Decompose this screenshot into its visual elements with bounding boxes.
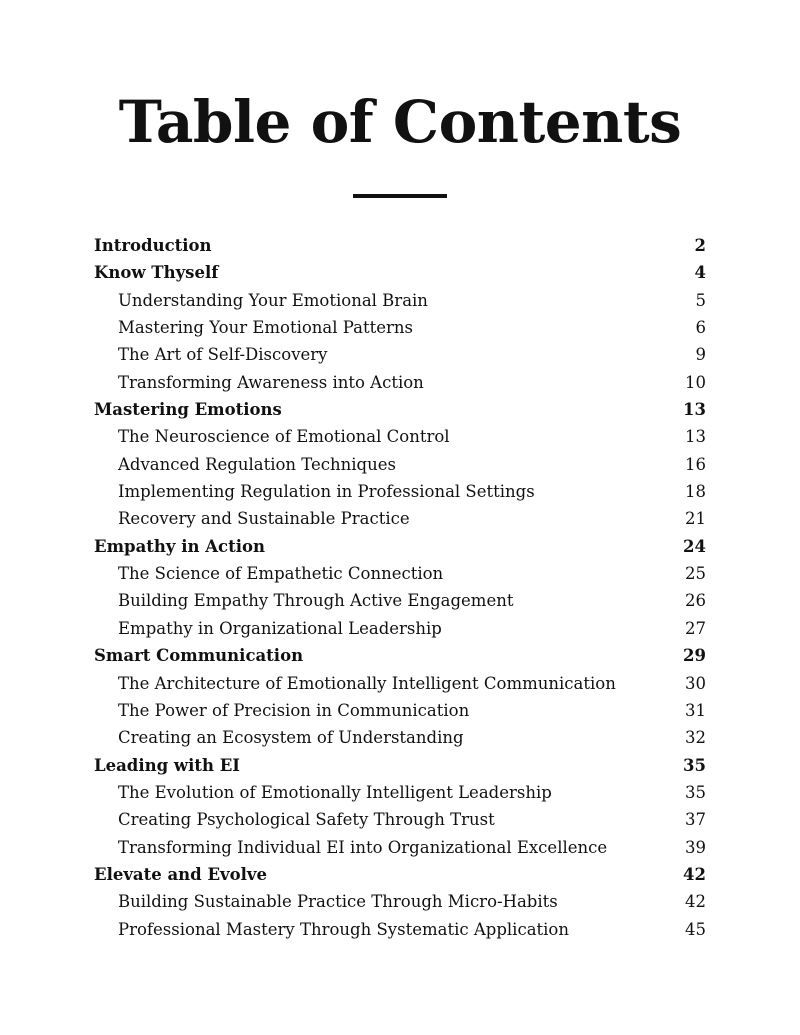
toc-section-entry[interactable] xyxy=(94,724,706,751)
toc-section-entry[interactable] xyxy=(94,369,706,396)
toc-section-entry[interactable] xyxy=(94,806,706,833)
toc-section-entry[interactable] xyxy=(94,587,706,614)
toc-entry-label: Creating Psychological Safety Through Trust xyxy=(118,810,495,830)
toc-chapter-entry[interactable] xyxy=(94,752,706,779)
toc-section-entry[interactable] xyxy=(94,615,706,642)
toc-entry-page-number: 25 xyxy=(685,564,706,584)
toc-entry-page-number: 24 xyxy=(683,536,706,556)
toc-chapter-entry[interactable] xyxy=(94,861,706,888)
toc-chapter-entry[interactable] xyxy=(94,232,706,259)
title-divider xyxy=(353,194,447,198)
toc-entry-page-number: 13 xyxy=(683,400,706,420)
toc-entry-page-number: 16 xyxy=(685,454,706,474)
toc-entry-label: Professional Mastery Through Systematic Application xyxy=(118,919,569,939)
toc-section-entry[interactable] xyxy=(94,314,706,341)
toc-entry-label: Mastering Emotions xyxy=(94,400,282,420)
toc-entry-page-number: 10 xyxy=(685,372,706,392)
toc-entry-label: Smart Communication xyxy=(94,646,304,666)
toc-entry-page-number: 42 xyxy=(683,864,706,884)
toc-chapter-entry[interactable] xyxy=(94,533,706,560)
toc-section-entry[interactable] xyxy=(94,451,706,478)
toc-entry-label: Understanding Your Emotional Brain xyxy=(118,290,428,310)
page-title: Table of Contents xyxy=(118,88,682,156)
toc-entry-label: Recovery and Sustainable Practice xyxy=(118,509,410,529)
toc-entry-page-number: 30 xyxy=(685,673,706,693)
toc-entry-label: Creating an Ecosystem of Understanding xyxy=(118,728,464,748)
toc-entry-page-number: 9 xyxy=(695,345,706,365)
toc-entry-label: The Power of Precision in Communication xyxy=(118,700,470,720)
toc-entry-page-number: 4 xyxy=(694,263,706,283)
toc-entry-label: Building Empathy Through Active Engagement xyxy=(118,591,514,611)
toc-chapter-entry[interactable] xyxy=(94,259,706,286)
toc-entry-page-number: 26 xyxy=(685,591,706,611)
toc-entry-label: Know Thyself xyxy=(94,263,219,283)
toc-entry-label: Mastering Your Emotional Patterns xyxy=(118,318,414,338)
toc-entry-page-number: 27 xyxy=(685,618,706,638)
toc-chapter-entry[interactable] xyxy=(94,396,706,423)
toc-entry-page-number: 39 xyxy=(685,837,706,857)
toc-section-entry[interactable] xyxy=(94,505,706,532)
toc-section-entry[interactable] xyxy=(94,478,706,505)
toc-entry-label: The Evolution of Emotionally Intelligent Leadership xyxy=(118,782,552,802)
toc-entry-page-number: 18 xyxy=(685,482,706,502)
toc-section-entry[interactable] xyxy=(94,341,706,368)
toc-entry-page-number: 42 xyxy=(685,892,706,912)
toc-entry-page-number: 13 xyxy=(685,427,706,447)
toc-chapter-entry[interactable] xyxy=(94,642,706,669)
toc-entry-page-number: 32 xyxy=(685,728,706,748)
toc-entry-page-number: 29 xyxy=(683,646,706,666)
toc-entry-label: Building Sustainable Practice Through Micro-Habits xyxy=(118,892,558,912)
toc-entry-label: Advanced Regulation Techniques xyxy=(118,454,396,474)
toc-entry-label: Elevate and Evolve xyxy=(94,864,267,884)
toc-entry-page-number: 31 xyxy=(685,700,706,720)
toc-entry-page-number: 5 xyxy=(695,290,706,310)
toc-entry-page-number: 35 xyxy=(683,755,706,775)
toc-entry-page-number: 2 xyxy=(694,236,706,255)
toc-section-entry[interactable] xyxy=(94,670,706,697)
toc-entry-page-number: 37 xyxy=(685,810,706,830)
toc-entry-label: The Architecture of Emotionally Intelligent Communication xyxy=(118,673,616,693)
toc-section-entry[interactable] xyxy=(94,697,706,724)
toc-list xyxy=(94,232,706,943)
toc-entry-label: Leading with EI xyxy=(94,755,241,775)
toc-entry-label: Transforming Individual EI into Organizational Excellence xyxy=(118,837,608,857)
toc-entry-page-number: 35 xyxy=(685,782,706,802)
toc-section-entry[interactable] xyxy=(94,888,706,915)
toc-section-entry[interactable] xyxy=(94,916,706,943)
toc-entry-label: The Science of Empathetic Connection xyxy=(118,564,444,584)
toc-entry-label: Empathy in Organizational Leadership xyxy=(118,618,442,638)
toc-entry-label: Empathy in Action xyxy=(94,536,265,556)
toc-entry-page-number: 21 xyxy=(685,509,706,529)
toc-entry-page-number: 45 xyxy=(685,919,706,939)
toc-entry-label: The Art of Self-Discovery xyxy=(118,345,328,365)
toc-section-entry[interactable] xyxy=(94,779,706,806)
toc-entry-page-number: 6 xyxy=(695,318,706,338)
toc-entry-label: The Neuroscience of Emotional Control xyxy=(118,427,450,447)
toc-section-entry[interactable] xyxy=(94,287,706,314)
toc-entry-label: Introduction xyxy=(94,236,212,255)
toc-section-entry[interactable] xyxy=(94,834,706,861)
toc-entry-label: Implementing Regulation in Professional Settings xyxy=(118,482,535,502)
toc-section-entry[interactable] xyxy=(94,560,706,587)
toc-entry-label: Transforming Awareness into Action xyxy=(118,372,424,392)
toc-section-entry[interactable] xyxy=(94,423,706,450)
